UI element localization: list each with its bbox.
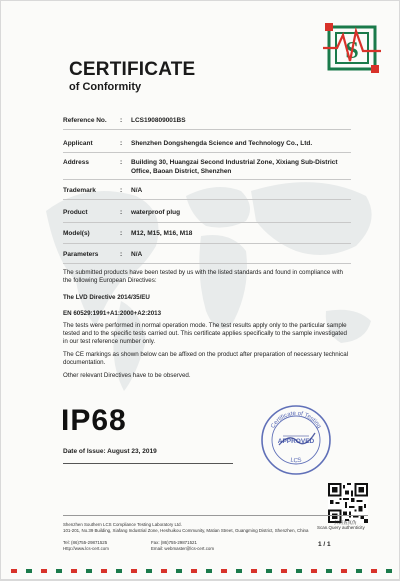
stamp-bottom-text: LCS (289, 457, 303, 465)
footer-website[interactable]: Http://www.lcs-cert.com (63, 546, 109, 551)
footer-fax: Fax: (86)755-29871521 (151, 540, 197, 545)
divider (63, 129, 351, 130)
certificate-title: CERTIFICATE (69, 59, 196, 80)
footer-address: 101-201, No.39 Building, Xiafang Industrial Zone, Heshuikou Community, Matian Street, Guangming District, Shenzhen, China (63, 528, 309, 533)
page-number: 1 / 1 (318, 541, 331, 548)
divider (63, 263, 351, 264)
divider (63, 463, 233, 464)
svg-text:Certificate of Testing (270, 411, 321, 430)
footer-email[interactable]: Email: webmaster@lcs-cert.com (151, 546, 215, 551)
approval-stamp (259, 403, 333, 477)
colon: : (120, 140, 123, 147)
parameters-value: N/A (131, 251, 143, 258)
date-of-issue: Date of Issue: August 23, 2019 (63, 448, 157, 455)
colon: : (120, 159, 123, 166)
svg-text:S: S (345, 38, 359, 64)
trademark-value: N/A (131, 187, 143, 194)
colon: : (120, 230, 123, 237)
reference-value: LCS190809001BS (131, 117, 186, 124)
other-directives: Other relevant Directives have to be observed. (63, 372, 191, 379)
qr-code-icon (328, 483, 368, 523)
directive-text: The LVD Directive 2014/35/EU (63, 294, 150, 301)
models-value: M12, M15, M16, M18 (131, 230, 193, 237)
qr-caption-chinese: 扫码查真伪 (334, 520, 357, 525)
product-label: Product (63, 209, 88, 216)
divider (63, 152, 351, 153)
divider (63, 222, 351, 223)
svg-text:LCS (290, 458, 302, 465)
tests-paragraph: The tests were performed in normal operation mode. The test results apply only to the particular sample tested and to the specific tests carried out. This certificate applies specifically to the sample investigated in our test reference number only. (63, 322, 347, 345)
divider (63, 179, 351, 180)
address-value: Building 30, Huangzai Second Industrial Zone, Xixiang Sub-District Office, Baoan District, Shenzhen (131, 159, 338, 175)
reference-label: Reference No. (63, 117, 107, 124)
lcs-logo (323, 21, 381, 75)
stamp-top-text: Certificate of Testing (270, 410, 322, 430)
trademark-label: Trademark (63, 187, 96, 194)
applicant-label: Applicant (63, 140, 93, 147)
colon: : (120, 117, 123, 124)
certificate-page (1, 1, 399, 579)
product-value: waterproof plug (131, 209, 181, 216)
stamp-center-text: APPROVED (277, 438, 315, 445)
footer-company: Shenzhen Southern LCS Compliance Testing Laboratory Ltd. (63, 522, 182, 527)
parameters-label: Parameters (63, 251, 99, 258)
certificate-subtitle: of Conformity (69, 81, 142, 93)
models-label: Model(s) (63, 230, 90, 237)
divider (63, 199, 351, 200)
qr-caption: Scan.Query authenticity (317, 525, 365, 530)
decorative-bottom-strip (1, 567, 399, 575)
applicant-value: Shenzhen Dongshengda Science and Technology Co., Ltd. (131, 140, 313, 147)
colon: : (120, 209, 123, 216)
ce-paragraph: The CE markings as shown below can be affixed on the product after preparation of necessary technical documentation. (63, 351, 349, 366)
intro-paragraph: The submitted products have been tested by us with the listed standards and found in compliance with the following European Directives: (63, 269, 343, 284)
colon: : (120, 251, 123, 258)
standard-text: EN 60529:1991+A1:2000+A2:2013 (63, 310, 162, 317)
ip-rating: IP68 (61, 404, 127, 437)
colon: : (120, 187, 123, 194)
divider (63, 243, 351, 244)
footer-tel: Tel: (86)755-29871525 (63, 540, 108, 545)
address-label: Address (63, 159, 90, 166)
footer-divider (63, 515, 368, 516)
